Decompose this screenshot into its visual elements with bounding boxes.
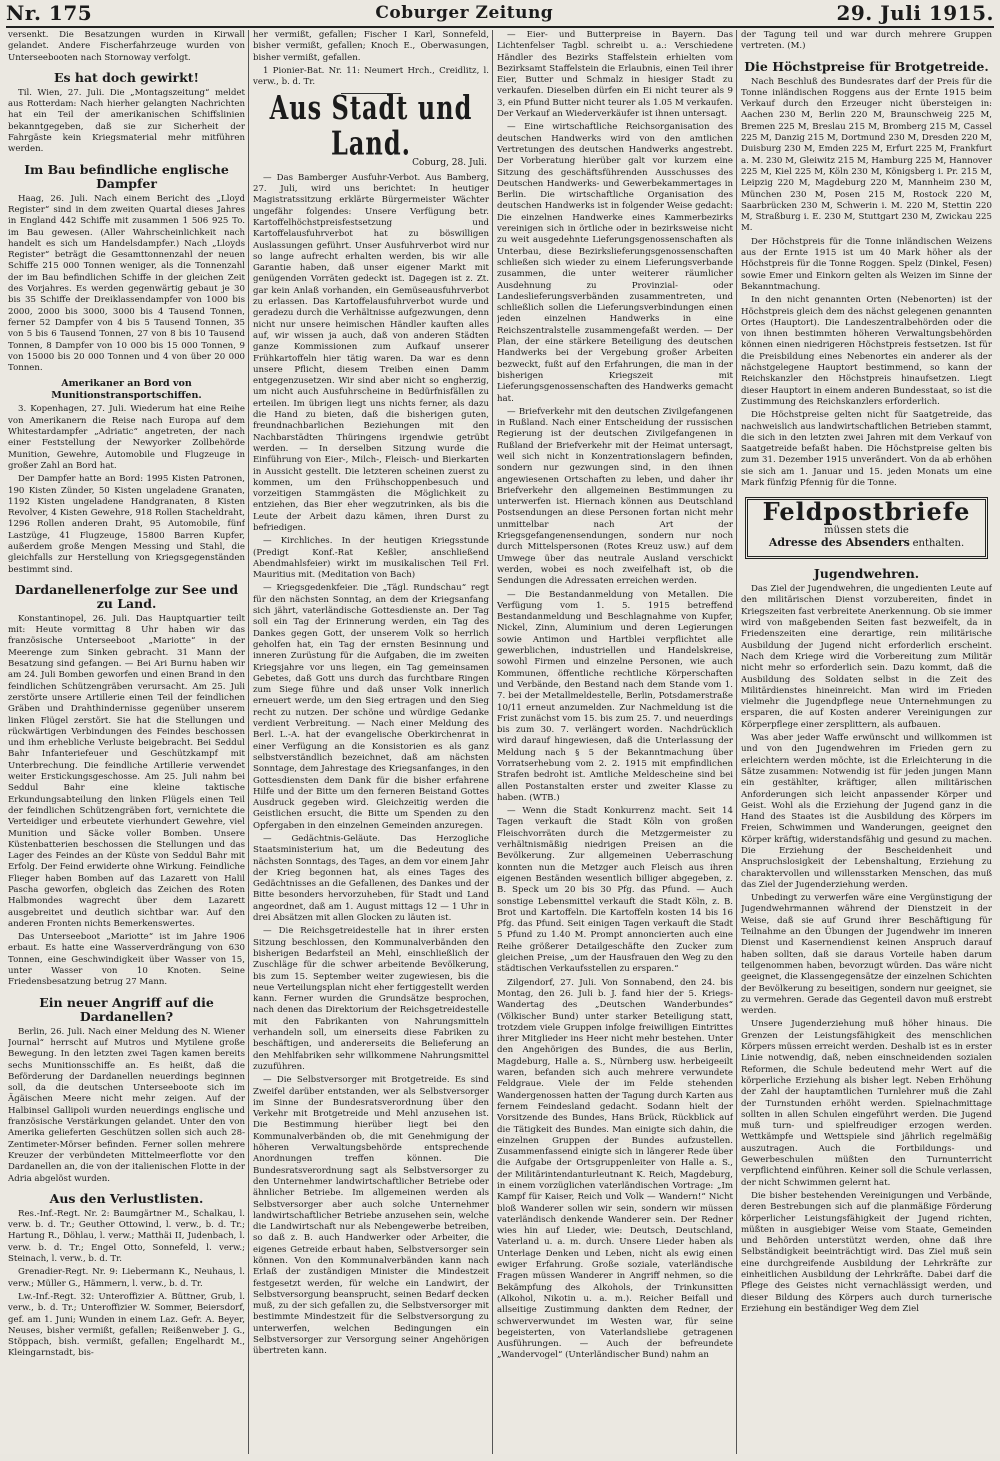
- notice-title: Feldpostbriefe: [762, 497, 971, 527]
- issue-date: 29. Juli 1915.: [836, 1, 994, 25]
- column-rule: [248, 30, 249, 1454]
- notice-text: müssen stets die: [824, 524, 909, 536]
- article-text: Die Höchstpreise gelten nicht für Saatgetreide, das nachweislich aus landwirtschaftlichen Betrieben stammt, die sich in den letzten zwei Jahren mit dem Verkauf von Saatgetreide befaßt haben. Die Höchstpreise gelten bis zum 31. Dezember 1915 unverändert. Von da ab erhöhen sie sich am 1. Januar und 15. jeden Monats um eine Mark fünfzig Pfennig für die Tonne.: [741, 410, 992, 488]
- article-text: Til. Wien, 27. Juli. Die „Montagszeitung“ meldet aus Rotterdam: Nach hierher gelangten Nachrichten hat ein Teil der amerikanischen Schiffslinien bekanntgegeben, daß sie zur Sicherheit der Fahrgäste kein Kriegsmaterial mehr mitführen werden.: [8, 87, 245, 155]
- feldpost-notice-box: [745, 497, 988, 559]
- headline: Dardanellenerfolge zur See und zu Land.: [14, 581, 239, 611]
- dateline: Coburg, 28. Juli.: [412, 158, 487, 169]
- article-text: Haag, 26. Juli. Nach einem Bericht des „Lloyd Register“ sind in dem zweiten Quartal dieses Jahres in England 442 Schiffe mit zusammen 1 506 925 To. im Bau gewesen. (Aller Wahrscheinlichkeit nach handelt es sich um Handelsdampfer.) Nach „Lloyds Register“ beträgt die Gesamttonnenzahl der neuen Schiffe 215 000 Tonnen weniger, als die Tonnenzahl der im Bau befindlichen Schiffe in der gleichen Zeit des Vorjahres. Es werden gegenwärtig gebaut je 30 bis 35 Schiffe der Dreiklassendampfer von 1000 bis 2000, 2000 bis 3000, 3000 bis 4 Tausend Tonnen, ferner 52 Dampfer von 4 bis 5 Tausend Tonnen, 35 von 5 bis 6 Tausend Tonnen, 27 von 8 bis 10 Tausend Tonnen, 8 Dampfer von 10 000 bis 15 000 Tonnen, 9 von 15000 bis 20 000 Tonnen und 4 von über 20 000 Tonnen.: [8, 193, 245, 374]
- newspaper-title: Coburger Zeitung: [375, 3, 554, 23]
- article-text: der Tagung teil und war durch mehrere Gruppen vertreten. (M.): [741, 30, 992, 52]
- headline: Im Bau befindliche englische Dampfer: [24, 161, 229, 191]
- section-headline: Aus Stadt und Land.: [269, 88, 473, 163]
- column-4: [741, 30, 992, 1454]
- article-text: — Die Selbstversorger mit Brotgetreide. Es sind Zweifel darüber entstanden, wer als Selbstversorger im Sinne der Bundesratsverordnung über den Verkehr mit Brotgetreide und Mehl anzusehen ist. Die Bestimmung hierüber liegt bei den Kommunalverbänden ob, die mit Genehmigung der höheren Verwaltungsbehörde entsprechende Anordnungen treffen können. Die Bundesratsverordnung sagt als Selbstversorger zu den Unternehmer landwirtschaftlicher Betriebe oder ähnlicher Betriebe. Im allgemeinen werden als Selbstversorger aber auch solche Unternehmer landwirtschaftlicher Betriebe anzusehen sein, welche die Landwirtschaft nur als Nebengewerbe betreiben, so daß z. B. auch Handwerker oder Arbeiter, die eigenes Getreide erbaut haben, Selbstversorger sein können. Von den Kommunalverbänden kann nach Erlaß der zuständigen Minister die Mindestzeit festgesetzt werden, für welche ein Landwirt, der Selbstversorgung beansprucht, seinen Bedarf decken muß, zu der sich gefallen zu, die Selbstversorger mit bestimmte Mindestzeit für die Selbstversorgung zu unterwerfen, welchen Bedingungen ein Selbstversorger zur Versorgung seiner Angehörigen übertreten kann.: [253, 1075, 489, 1357]
- article-text: Der Höchstpreis für die Tonne inländischen Weizens aus der Ernte 1915 ist um 40 Mark höher als der Höchstpreis für die Tonne Roggen. Spelz (Dinkel, Fesen) sowie Emer und Einkorn gelten als Weizen im Sinne der Bekanntmachung.: [741, 236, 992, 292]
- article-text: — Das Bamberger Ausfuhr-Verbot. Aus Bamberg, 27. Juli, wird uns berichtet: In heutiger Magistratssitzung erklärte Bürgermeister Wächter ungefähr folgendes: Unsere Verfügung betr. Kartoffelhöchstpreisfestsetzung und Kartoffelausfuhrverbot hat zu böswilligen Auslassungen geführt. Unser Ausfuhrverbot wird nur so lange aufrecht erhalten werden, bis wir alle Garantie haben, daß unser eigener Markt mit genügenden Vorräten gedeckt ist. Dagegen ist z. Zt. gar kein Anlaß vorhanden, ein Gemüseausfuhrverbot zu erlassen. Das Kartoffelausfuhrverbot wurde und geradezu durch die Verhältnisse aufgezwungen, denn nicht nur unsere heimischen Händler kauften alles auf, wir wissen ja auch, daß von anderen Städten ganze Kommissionen zum Aufkauf unserer Frühkartoffeln hier tätig waren. Da war es denn unsere Pflicht, diesem Treiben einen Damm entgegenzusetzen. Wir sind aber nicht so engherzig, um nicht auch Ausfuhrscheine in Bedürfnisfällen zu erteilen. Im übrigen liegt uns nichts ferner, als dazu die Hand zu bieten, daß die bisherigen guten, freundnachbarlichen Beziehungen mit den Nachbarstädten Thüringens irgendwie getrübt werden. — In derselben Sitzung wurde die Einführung von Eier-, Milch-, Fleisch- und Bierkarten in Aussicht gestellt. Die letzteren scheinen zuerst zu kommen, um den Frühschoppenbesuch und vorzeitigen Stammgästen die Möglichkeit zu entziehen, das Bier eher wegzutrinken, als bis die Leute der Arbeit dazu kämen, ihren Durst zu befriedigen.: [253, 172, 489, 533]
- article-text: Der Dampfer hatte an Bord: 1995 Kisten Patronen, 190 Kisten Zünder, 50 Kisten ungeladene Granaten, 1192 Kisten ungeladene Handgranaten, 8 Kisten Revolver, 4 Kisten Gewehre, 918 Rollen Stacheldraht, 1296 Rollen anderen Draht, 95 Automobile, fünf Lastzüge, 41 Flugzeuge, 15800 Barren Kupfer, außerdem große Mengen Messing und Stahl, die gleichfalls zur Herstellung von Kriegsgegenständen bestimmt sind.: [8, 474, 245, 575]
- column-2: [253, 30, 489, 1454]
- article-text: Nach Beschluß des Bundesrates darf der Preis für die Tonne inländischen Roggens aus der Ernte 1915 beim Verkauf durch den Erzeuger nicht übersteigen in: Aachen 230 M, Berlin 220 M, Braunschweig 225 M, Bremen 225 M, Breslau 215 M, Bromberg 215 M, Cassel 225 M, Danzig 215 M, Dortmund 230 M, Dresden 220 M, Duisburg 230 M, Emden 225 M, Erfurt 225 M, Frankfurt a. M. 230 M, Gleiwitz 215 M, Hamburg 225 M, Hannover 225 M, Kiel 225 M, Köln 230 M, Königsberg i. Pr. 215 M, Leipzig 220 M, Magdeburg 220 M, Mannheim 230 M, München 230 M, Posen 215 M, Rostock 220 M, Saarbrücken 230 M, Schwerin i. M. 220 M, Stettin 220 M, Straßburg i. E. 230 M, Stuttgart 230 M, Zwickau 225 M.: [741, 76, 992, 234]
- headline: Ein neuer Angriff auf die Dardanellen?: [39, 994, 214, 1024]
- article-text: Berlin, 26. Juli. Nach einer Meldung des N. Wiener Journal“ herrscht auf Mutros und Mytilene große Bewegung. In den letzten zwei Tagen kamen bereits sechs Munitionsschiffe an. Es heißt, daß die Beförderung der Dardanellen neuerdings beginnen soll, da die deutschen Unterseeboote sich im Ägäischen Meere nicht mehr zeigen. Auf der Halbinsel Gallipoli wurden neuerdings englische und französische Verstärkungen gelandet. Unter den von Amerika gelieferten Geschützen sollen sich auch 28-Zentimeter-Mörser befinden. Ferner sollen mehrere Kreuzer der verbündeten Mittelmeerflotte vor den Dardanellen an, die von der italienischen Flotte in der Adria abgelöst wurden.: [8, 1026, 245, 1184]
- headline: Es hat doch gewirkt!: [53, 69, 200, 85]
- article-text: Res.-Inf.-Regt. Nr. 2: Baumgärtner M., Schalkau, l. verw. b. d. Tr.; Geuther Ottowind, l. verw., b. d. Tr.; Hartung R., Döhlau, l. verw.; Matthäi II, Judenbach, l. verw. b. d. Tr.; Engel Otto, Sonnefeld, l. verw.; Steinach, l. verw., b. d. Tr.: [8, 1208, 245, 1265]
- page-bottom-edge: [0, 1454, 1000, 1461]
- article-text: Unsere Jugenderziehung muß höher hinaus. Die Grenzen der Leistungsfähigkeit des menschlichen Körpers müssen erreicht werden. Deshalb ist es in erster Linie notwendig, daß, neben einschneidenden sozialen Reformen, die Schule bedeutend mehr Wert auf die körperliche Erziehung als bisher legt. Neben Erhöhung der Zahl der hauptamtlichen Turnlehrer muß die Zahl der Turnstunden erhöht werden. Spielnachmittage sollten in allen Schulen eingeführt werden. Die Jugend muß turn- und spielfreudiger erzogen werden. Wettkämpfe und Wettspiele sind jährlich regelmäßig auszutragen. Auch die Fortbildungs- und Gewerbeschulen müßten den Turnunterricht verpflichtend einführen. Keiner soll die Schule verlassen, der nicht Schwimmen gelernt hat.: [741, 1019, 992, 1188]
- article-text: Unbedingt zu verwerfen wäre eine Vergünstigung der Jugendwehrmannen während der Dienstzeit in der Weise, daß sie auf Grund ihrer Beschäftigung für Teilnahme an den Übungen der Jugendwehr im inneren Dienst und Kasernendienst keinen Anspruch darauf haben sollten, daß sie daraus Vorteile haben darum teilgenommen haben, bevorzugt würden. Das wäre nicht geeignet, die Klassengegensätze der einzelnen Schichten der Bevölkerung zu beseitigen, sondern nur geeignet, sie zu vermehren. Gerade das Gegenteil davon muß erstrebt werden.: [741, 893, 992, 1017]
- headline: Die Höchstpreise für Brotgetreide.: [744, 58, 989, 74]
- column-3: [497, 30, 733, 1454]
- column-1: [8, 30, 245, 1454]
- article-text: — Die Reichsgetreidestelle hat in ihrer ersten Sitzung beschlossen, den Kommunalverbänden den bisherigen Bedarfsteil an Mehl, einschließlich der Zuschläge für die schwer arbeitende Bevölkerung, bis zum 15. September weiter zugewiesen, bis die neue Verteilungsplan nicht eher fertiggestellt werden kann. Ferner wurden die Grundsätze besprochen, nach denen das Direktorium der Reichsgetreidestelle mit den Fabrikanten von Nahrungsmitteln verhandeln soll, um einerseits diese Fabriken zu beschäftigen, und andererseits die Belieferung an den Mehlfabriken sehr willkommene Nahrungsmittel zuzuführen.: [253, 926, 489, 1072]
- article-text: Was aber jeder Waffe erwünscht und willkommen ist und von den Jugendwehren im Frieden gern zu erleichtern werden möchte, ist die Erleichterung in die Sätze zusammen: Notwendig ist für jeden jungen Mann ein gestählter, kräftiger, allen militärischen Anforderungen sich leicht anpassender Körper und Geist. Wohl als die Erziehung der Jugend ganz in die Hand des Staates ist die Ausbildung des Körpers im Freien, Schwimmen und Wanderungen, geeignet den Körper kräftig, widerstandsfähig und gesund zu machen. Die Erziehung der Bescheidenheit und Anspruchslosigkeit der Lebenshaltung, Erziehung zu charaktervollen und willensstarken Menschen, das muß das Ziel der Jugenderziehung werden.: [741, 733, 992, 890]
- article-text: 3. Kopenhagen, 27. Juli. Wiederum hat eine Reihe von Amerikanern die Reise nach Europa auf dem Whitestardampfer „Adriatic“ angetreten, der nach einer Feststellung der Newyorker Zollbehörde Munition, Gewehre, Automobile und Flugzeuge in großer Zahl an Bord hat.: [8, 404, 245, 471]
- article-text: 1 Pionier-Bat. Nr. 11: Neumert Hrch., Creidlitz, l. verw., b. d. Tr.: [253, 65, 489, 88]
- headline: Aus den Verlustlisten.: [49, 1190, 204, 1206]
- article-text: her vermißt, gefallen; Fischer I Karl, Sonnefeld, bisher vermißt, gefallen; Knoch E., Oberwasungen, bisher vermißt, gefallen.: [253, 30, 489, 63]
- article-text: Lw.-Inf.-Regt. 32: Unteroffizier A. Büttner, Grub, l. verw., b. d. Tr.; Unteroffizier W. Sommer, Beiersdorf, gef. am 1. Juni; Wunden in einem Laz. Gefr. A. Beyer, Neuses, bisher vermißt, gefallen; Reißenweber J. G., Stöppach, bish. vermißt, gefallen; Engelhardt M., Kleingarnstadt, bis-: [8, 1291, 245, 1359]
- page-number: Nr. 175: [6, 1, 93, 25]
- article-text: Die bisher bestehenden Vereinigungen und Verbände, deren Bestrebungen sich auf die planmäßige Förderung körperlicher Leistungsfähigkeit der Jugend richten, müßten in ausgiebiger Weise vom Staate, Gemeinden und Behörden unterstützt werden, ohne daß ihre Selbständigkeit beeinträchtigt wird. Das Ziel muß sein eine durchgreifende Ausbildung der Lehrkräfte zur einheitlichen Ausbildung der Lehrkräfte. Dabei darf die Pflege des Geistes nicht vernachlässigt werden, und dieser Bildung des Körpers auch durch turnerische Erziehung ein beständiger Weg dem Ziel: [741, 1190, 992, 1314]
- article-text: — Kirchliches. In der heutigen Kriegsstunde (Predigt Konf.-Rat Keßler, anschließend Abendmahlsfeier) wirkt im musikalischen Teil Frl. Mauritius mit. (Meditation von Bach): [253, 536, 489, 581]
- column-rule: [492, 30, 493, 1454]
- headline: Amerikaner an Bord von Munitionstransportschiffen.: [51, 378, 202, 402]
- article-text: — Briefverkehr mit den deutschen Zivilgefangenen in Rußland. Nach einer Entscheidung der russischen Regierung ist der deutschen Zivilgefangenen in Rußland der Briefverkehr mit der Heimat untersagt, weil sich nicht in Konzentrationslagern befinden, sondern nur gezwungen sind, in den ihnen angewiesenen Ortschaften zu leben, und daher ihr Briefverkehr den allgemeinen Bestimmungen zu unterwerfen ist. Hiernach können aus Deutschland Postsendungen an diese Personen fortan nicht mehr unmittelbar nach Art der Kriegsgefangenensendungen, sondern nur noch durch Mittelspersonen (Rotes Kreuz usw.) auf dem Umwege über das neutrale Ausland verschickt werden, wobei es noch zweifelhaft ist, ob die Sendungen die Adressaten erreichen werden.: [497, 406, 733, 587]
- article-text: — Eier- und Butterpreise in Bayern. Das Lichtenfelser Tagbl. schreibt u. a.: Verschiedene Händler des Bezirks Staffelstein erhielten vom Bezirksamt Staffelstein die Erlaubnis, einen Teil ihrer Eier, Butter und Schmalz in hiesiger Stadt zu verkaufen. Dieselben dürfen ein Ei nicht teurer als 9 3, ein Pfund Butter nicht teurer als 1.05 M verkaufen. Der Verkauf an Wiederverkäufer ist ihnen untersagt.: [497, 30, 733, 120]
- article-text: — Kriegsgedenkfeier. Die „Tägl. Rundschau“ regt für den nächsten Sonntag, an dem der Kriegsanfang sich jährt, vaterländische Gottesdienste an. Der Tag soll ein Tag der Erinnerung werden, ein Tag des Dankes gegen Gott, der unserem Volk so herrlich geholfen hat, ein Tag der ernsten Besinnung und inneren Zurüstung für die Aufgaben, die im zweiten Kriegsjahre vor uns liegen, ein Tag gemeinsamen Gebetes, daß Gott uns durch das furchtbare Ringen zum Siege führe und daß unser Volk innerlich erneuert werde, um den Sieg ertragen und den Sieg recht zu nutzen. Der schöne und würdige Gedanke verdient Verbreitung. — Nach einer Meldung des Berl. L.-A. hat der evangelische Oberkirchenrat in einer Verfügung an die Konsistorien es als ganz selbstverständlich bezeichnet, daß am nächsten Sonntage, dem Jahrestage des Kriegsanfanges, in den Gottesdiensten dem Dank für die bisher erfahrene Hilfe und der Bitte um den ferneren Beistand Gottes Ausdruck gegeben wird. Gleichzeitig werden die Geistlichen ersucht, die Bitte um Spenden zu den Opfergaben in den einzelnen Gemeinden anzuregen.: [253, 583, 489, 831]
- masthead: [6, 0, 994, 28]
- notice-text: Adresse des Absenders: [768, 535, 910, 549]
- article-text: — Die Bestandanmeldung von Metallen. Die Verfügung vom 1. 5. 1915 betreffend Bestandanmeldung und Beschlagnahme von Kupfer, Nickel, Zinn, Aluminium und deren Legierungen sowie Antimon und Hartblei verpflichtet alle gewerblichen, industriellen und Handelskreise, sowohl Firmen und einzelne Personen, wie auch Kommunen, öffentliche rechtliche Körperschaften und Verbände, den Bestand nach dem Stande vom 1. 7. bei der Metallmeldestelle, Berlin, Potsdamerstraße 10/11 erneut anzumelden. Zur Nachmeldung ist die Frist zunächst vom 15. bis zum 25. 7. und neuerdings bis zum 30. 7. verlängert worden. Nachdrücklich wird darauf hingewiesen, daß die Unterlassung der Meldung nach § 5 der Bekanntmachung über Vorratserhebung vom 2. 2. 1915 mit empfindlichen Strafen bedroht ist. Amtliche Meldescheine sind bei allen Postanstalten erster und zweiter Klasse zu haben. (WTB.): [497, 589, 733, 803]
- article-text: — Eine wirtschaftliche Reichsorganisation des deutschen Handwerks wird von den amtlichen Vertretungen des deutschen Handwerks angestrebt. Der Vorberatung hierüber galt vor kurzem eine Sitzung des geschäftsführenden Ausschusses des Deutschen Handwerks- und Gewerbekammertages in Berlin. Die wirtschaftliche Organisation des deutschen Handwerks ist in folgender Weise gedacht: Die einzelnen Handwerke eines Kammerbezirks vereinigen sich in örtliche oder in bezirksweise nicht zu weit ausgedehnte Lieferungsgenossenschaften als Unterbau, diese Bezirkslieferungsgenossenschaften schließen sich wieder zu einem Lieferungsverbande zusammen, die unter weiterer räumlicher Ausdehnung zu Provinzial- oder Landeslieferungsverbänden zusammentreten, und schließlich sollen die Lieferungsverbindungen einen jeden einzelnen Handwerks in eine Reichszentralstelle zusammengefaßt werden. — Der Plan, der eine stärkere Beteiligung des deutschen Handwerks bei der Vergebung großer Arbeiten bezweckt, fußt auf den Erfahrungen, die man in der bisherigen Kriegszeit mit Lieferungsgenossenschaften des Handwerks gemacht hat.: [497, 122, 733, 404]
- article-text: versenkt. Die Besatzungen wurden in Kirwall gelandet. Andere Fischerfahrzeuge wurden von Unterseebooten nach Stornoway verfolgt.: [8, 30, 245, 63]
- headline: Jugendwehren.: [813, 566, 920, 582]
- article-text: Konstantinopel, 26. Juli. Das Hauptquartier teilt mit: Heute vormittag 8 Uhr haben wir das französische Unterseeboot „Mariotte“ in der Meerenge zum Sinken gebracht. 31 Mann der Besatzung sind gefangen. — Bei Ari Burnu haben wir am 24. Juli Bomben geworfen und einen Brand in den feindlichen Schützengräben verursacht. Am 25. Juli zerstörte unsere Artillerie einen Teil der feindlichen Gräben und Drahthindernisse gegenüber unserem linken Flügel zerstört. Sie hat die Stellungen und rückwärtigen Verbindungen des Feindes beschossen und ihm erhebliche Verluste beigebracht. Bei Seddul Bahr Infanteriefeuer und Geschützkampf mit Unterbrechung. Die feindliche Artillerie verwendet weiter Erstickungsgeschosse. Am 25. Juli nahm bei Seddul Bahr eine kleine taktische Erkundungsabteilung den linken Flügels einen Teil der feindlichen Schützengräben fort, vernichtete die Verteidiger und erbeutete vierhundert Gewehre, viel Munition und Säcke voller Bomben. Unsere Küstenbatterien beschossen die Stellungen und das Lager des Feindes an der Küste von Seddul Bahr mit Erfolg. Der Feind erwiderte ohne Wirkung. Feindliche Flieger haben Bomben auf das Lazarett von Halil Pascha geworfen, obgleich das Zeichen des Roten Halbmondes wagrecht über dem Lazarett ausgebreitet und deutlich sichtbar war. Auf den anderen Fronten nichts Bemerkenswertes.: [8, 613, 245, 929]
- column-rule: [736, 30, 737, 1454]
- article-text: Das Ziel der Jugendwehren, die ungedienten Leute auf den militärischen Dienst vorzubereiten, findet in Kriegszeiten fast verbreitete Anerkennung. Ob sie immer wird von maßgebenden Seiten fast bezweifelt, da in Friedenszeiten eine derartige, rein militärische Ausbildung der Jugend nicht erforderlich erscheint. Nach dem Kriege wird die Vorbereitung zum Militär nicht mehr so erforderlich sein. Dazu kommt, daß die Ausbildung des Soldaten selbst in die Zeit des Militärdienstes hineinreicht. Man wird im Frieden vielmehr die Jugendpflege neue Unternehmungen zu ersparen, die auf Kosten anderer Vereinigungen zur Körperpflege einer zersplittern, als aufbauen.: [741, 584, 992, 730]
- article-text: In den nicht genannten Orten (Nebenorten) ist der Höchstpreis gleich dem des nächst gelegenen genannten Ortes (Hauptort). Die Landeszentralbehörden oder die von ihnen bestimmten höheren Verwaltungsbehörden können einen niedrigeren Höchstpreis festsetzen. Ist für die Preisbildung eines Nebenortes ein anderer als der nächstgelegene Hauptort bestimmend, so kann der Reichskanzler den Höchstpreis hinaufsetzen. Liegt dieser Hauptort in einem anderen Bundesstaat, so ist die Zustimmung des Reichskanzlers erforderlich.: [741, 295, 992, 407]
- article-text: — Wenn die Stadt Konkurrenz macht. Seit 14 Tagen verkauft die Stadt Köln von großen Fleischvorräten durch die Metzgermeister zu verhältnismäßig niedrigen Preisen an die Bevölkerung. Zur allgemeinen Ueberraschung konnten nun die Metzger auch Fleisch aus ihren eigenen Beständen wesentlich billiger abgegeben, z. B. Speck um 20 bis 30 Pfg. das Pfund. — Auch sonstige Lebensmittel verkauft die Stadt Köln, z. B. Brot und Kartoffeln. Die Kartoffeln kosten 14 bis 16 Pfg. das Pfund. Seit einigen Tagen verkauft die Stadt 5 Pfund zu 1.40 M. Prompt annoncierten auch eine Reihe größerer Detailgeschäfte den Zucker zum gleichen Preise, „um der Hausfrauen den Weg zu den städtischen Verkaufsstellen zu ersparen.“: [497, 806, 733, 975]
- article-text: Zilgendorf, 27. Juli. Von Sonnabend, den 24. bis Montag, den 26. Juli b. J. fand hier der 5. Kriegs-Wandertag des „Deutschen Wanderbundes“ (Völkischer Bund) unter starker Beteiligung statt, trotzdem viele Gruppen infolge freiwilligen Eintrittes ihrer Mitglieder ins Heer nicht mehr bestehen. Unter den Angehörigen des Bundes, die aus Berlin, Magdeburg, Halle a. S., Nürnberg usw. herbeigeeilt waren, befanden sich auch mehrere verwundete Feldgraue. Viele der im Felde stehenden Wandergenossen hatten der Tagung durch Karten aus fernem Feindesland gedacht. Sodann hielt der Vorsitzende des Bundes, Hans Brück, Rückblick auf die Tätigkeit des Bundes. Man einigte sich dahin, die einzelnen Gruppen der Bundes aufzustellen. Zusammenfassend einigte sich in längerer Rede über die Aufgabe der Ortsgruppenleiter von Halle a. S., der Militärintendanturleutnant K. Reich, Magdeburg, in einem vorzüglichen vaterländischen Vortrage: „Im Kampf für Kaiser, Reich und Volk — Wandern!“ Nicht bloß Wanderer sollen wir sein, sondern wir müssen vaterländisch denkende Wanderer sein. Der Redner wies hin auf Lieder, wie: Deutsch, Deutschland, Vaterland u. a. m. durch. Unsere Lieder haben als Unterlage Denken und Leben, nicht als ewig einen ewiger Erfahrung. Große soziale, vaterländische Fragen müssen Wanderer in Angriff nehmen, so die Bekämpfung des Alkohols, der Trinkunsitten (Alkohol, Nikotin u. a. m.). Reicher Beifall und allseitige Zustimmung dankten dem Redner, der schwerverwundet im Westen war, für seine begeisterten, von Vaterlandsliebe getragenen Ausführungen. — Auch der befreundete „Wandervogel“ (Unterländischer Bund) nahm an: [497, 977, 733, 1361]
- notice-text: enthalten.: [912, 537, 965, 549]
- article-text: Das Unterseeboot „Mariotte“ ist im Jahre 1906 erbaut. Es hatte eine Wasserverdrängung von 630 Tonnen, eine Geschwindigkeit über Wasser von 15, unter Wasser von 10 Knoten. Seine Friedensbesatzung betrug 27 Mann.: [8, 932, 245, 988]
- article-text: — Gedächtnis-Geläute. Das Herzogliche Staatsministerium hat, um die Bedeutung des nächsten Sonntags, des Tages, an dem vor einem Jahr der Krieg begonnen hat, als eines Tages des Gedächtnisses an die Gefallenen, des Dankes und der Bitte besonders hervorzuheben, für Stadt und Land angeordnet, daß am 1. August mittags 12 — 1 Uhr in drei Absätzen mit allen Glocken zu läuten ist.: [253, 834, 489, 924]
- article-text: Grenadier-Regt. Nr. 9: Liebermann K., Neuhaus, l. verw.; Müller G., Hämmern, l. verw., b. d. Tr.: [8, 1267, 245, 1289]
